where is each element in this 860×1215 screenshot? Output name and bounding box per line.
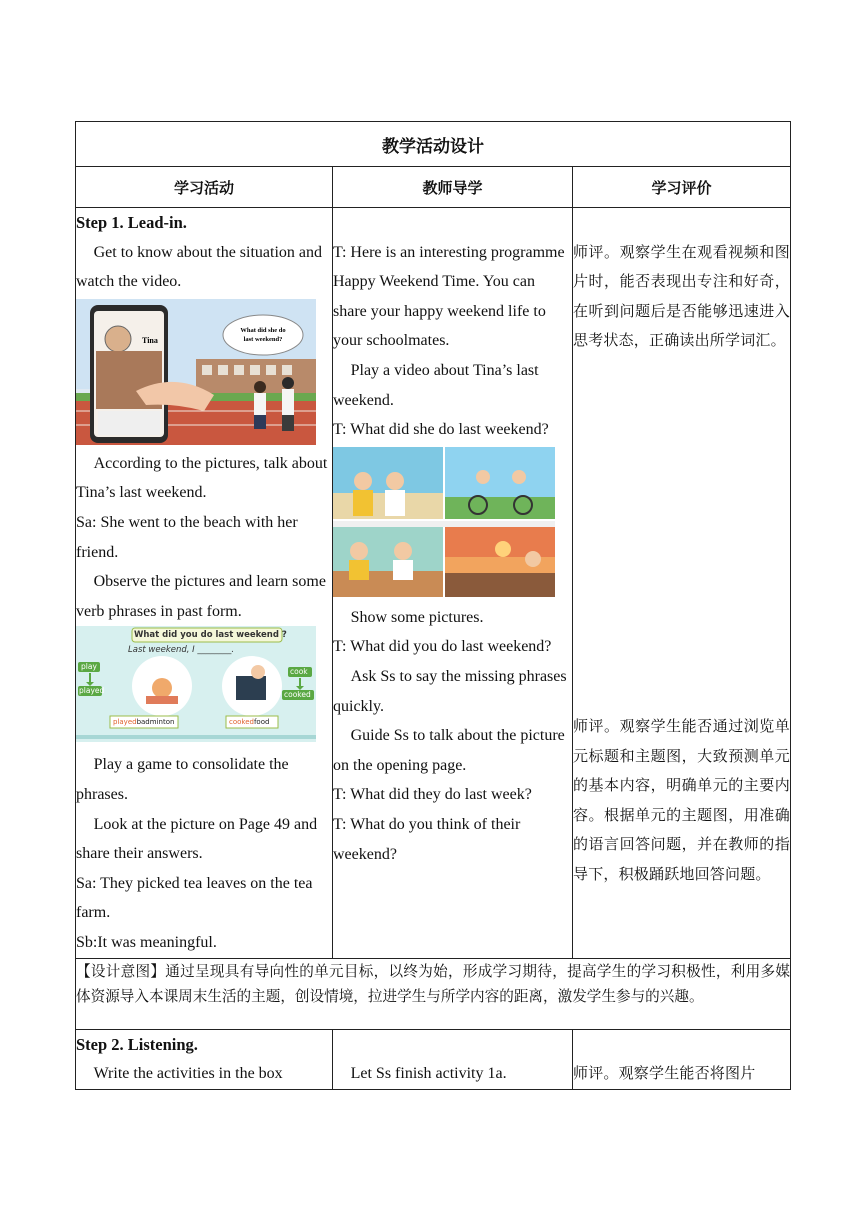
activity-line: Sb:It was meaningful.: [76, 933, 217, 951]
step1-heading: Step 1. Lead-in.: [76, 213, 187, 232]
step2-heading: Step 2. Listening.: [76, 1034, 198, 1054]
teacher-line: T: Here is an interesting programme Happy Weekend Time. You can share your happy weekend life to your schoolmates.: [333, 243, 565, 350]
tina-weekend-pictures: [333, 447, 555, 597]
evaluation-text: 师评。观察学生在观看视频和图片时，能否表现出专注和好奇，在听到问题后是否能够迅速进入思考状态，正确读出所学词汇。: [573, 242, 791, 350]
verb-phrase-image: [76, 626, 316, 742]
caption-cooked: cooked: [229, 718, 254, 727]
header-teacher-guidance: 教师导学: [333, 167, 573, 208]
design-intent-text: 【设计意图】通过呈现具有导向性的单元目标，以终为始，形成学习期待，提高学生的学习积极性，利用多媒体资源导入本课周末生活的主题，创设情境，拉进学生与所学内容的距离，激发学生参与的兴趣。: [76, 962, 791, 1005]
step2-evaluation-cell: [573, 1029, 791, 1089]
phone-name: Tina: [142, 335, 158, 345]
teacher-line: Show some pictures.: [350, 608, 484, 626]
blank-line: [333, 208, 572, 238]
teacher-line: T: What did they do last week?: [333, 786, 532, 804]
phrase-cook: cook: [290, 667, 308, 677]
design-intent-cell: [76, 958, 791, 1029]
tina-weekend-collage: [333, 447, 555, 597]
lesson-design-table: [75, 121, 791, 1090]
phrase-cooked: cooked: [284, 690, 311, 700]
activity-line: Sa: She went to the beach with her friend.: [76, 513, 298, 561]
activity-line: Look at the picture on Page 49 and share their answers.: [76, 815, 318, 863]
activity-line: Get to know about the situation and watch the video.: [76, 243, 322, 291]
spacer: [573, 356, 790, 712]
step1-activity-cell: [76, 208, 333, 959]
activity-line: Write the activities in the box: [93, 1065, 283, 1083]
blank-line: [573, 208, 790, 238]
caption-cooked-food: [229, 717, 269, 727]
activity-line: Observe the pictures and learn some verb phrases in past form.: [76, 573, 326, 620]
step1-teacher-cell: [333, 208, 573, 959]
phrase-played: played: [79, 686, 105, 696]
teacher-line: Play a video about Tina’s last weekend.: [333, 361, 539, 409]
evaluation-text: 师评。观察学生能否将图片: [573, 1064, 756, 1083]
teacher-line: Ask Ss to say the missing phrases quickly.: [333, 667, 567, 715]
step1-evaluation-cell: [573, 208, 791, 959]
activity-line: Sa: They picked tea leaves on the tea farm.: [76, 874, 313, 922]
blank-line: [333, 1030, 572, 1060]
caption-played-badminton: [113, 717, 174, 727]
step2-activity-cell: [76, 1029, 333, 1089]
teacher-line: Guide Ss to talk about the picture on the opening page.: [333, 727, 565, 774]
teacher-line: T: What did she do last weekend?: [333, 421, 549, 439]
header-learning-activity: 学习活动: [76, 167, 333, 208]
bubble-text-2: last weekend?: [243, 335, 283, 343]
phrase-question: What did you do last weekend ?: [134, 630, 287, 641]
bubble-text-1: What did she do: [240, 326, 286, 334]
caption-played: played: [113, 718, 137, 727]
teacher-line: T: What do you think of their weekend?: [333, 815, 521, 863]
header-learning-evaluation: 学习评价: [573, 167, 791, 208]
activity-line: According to the pictures, talk about Tina’s last weekend.: [76, 454, 328, 502]
caption-food: food: [253, 718, 270, 727]
activity-line: Play a game to consolidate the phrases.: [76, 756, 289, 803]
teacher-line: Let Ss finish activity 1a.: [350, 1065, 507, 1083]
phrase-prompt: Last weekend, I ________.: [128, 645, 235, 656]
phrase-play: play: [81, 662, 97, 672]
caption-badminton: badminton: [136, 718, 175, 727]
evaluation-text: 师评。观察学生能否通过浏览单元标题和主题图，大致预测单元的基本内容，明确单元的主要内容。根据单元的主题图，用准确的语言回答问题，并在教师的指导下，积极踊跃地回答问题。: [573, 716, 791, 883]
video-situation-image: [76, 299, 316, 445]
video-situation-illustration: [76, 299, 316, 445]
teacher-line: T: What did you do last weekend?: [333, 638, 552, 656]
step2-teacher-cell: [333, 1029, 573, 1089]
table-title: 教学活动设计: [76, 122, 791, 167]
blank-line: [573, 1030, 790, 1060]
